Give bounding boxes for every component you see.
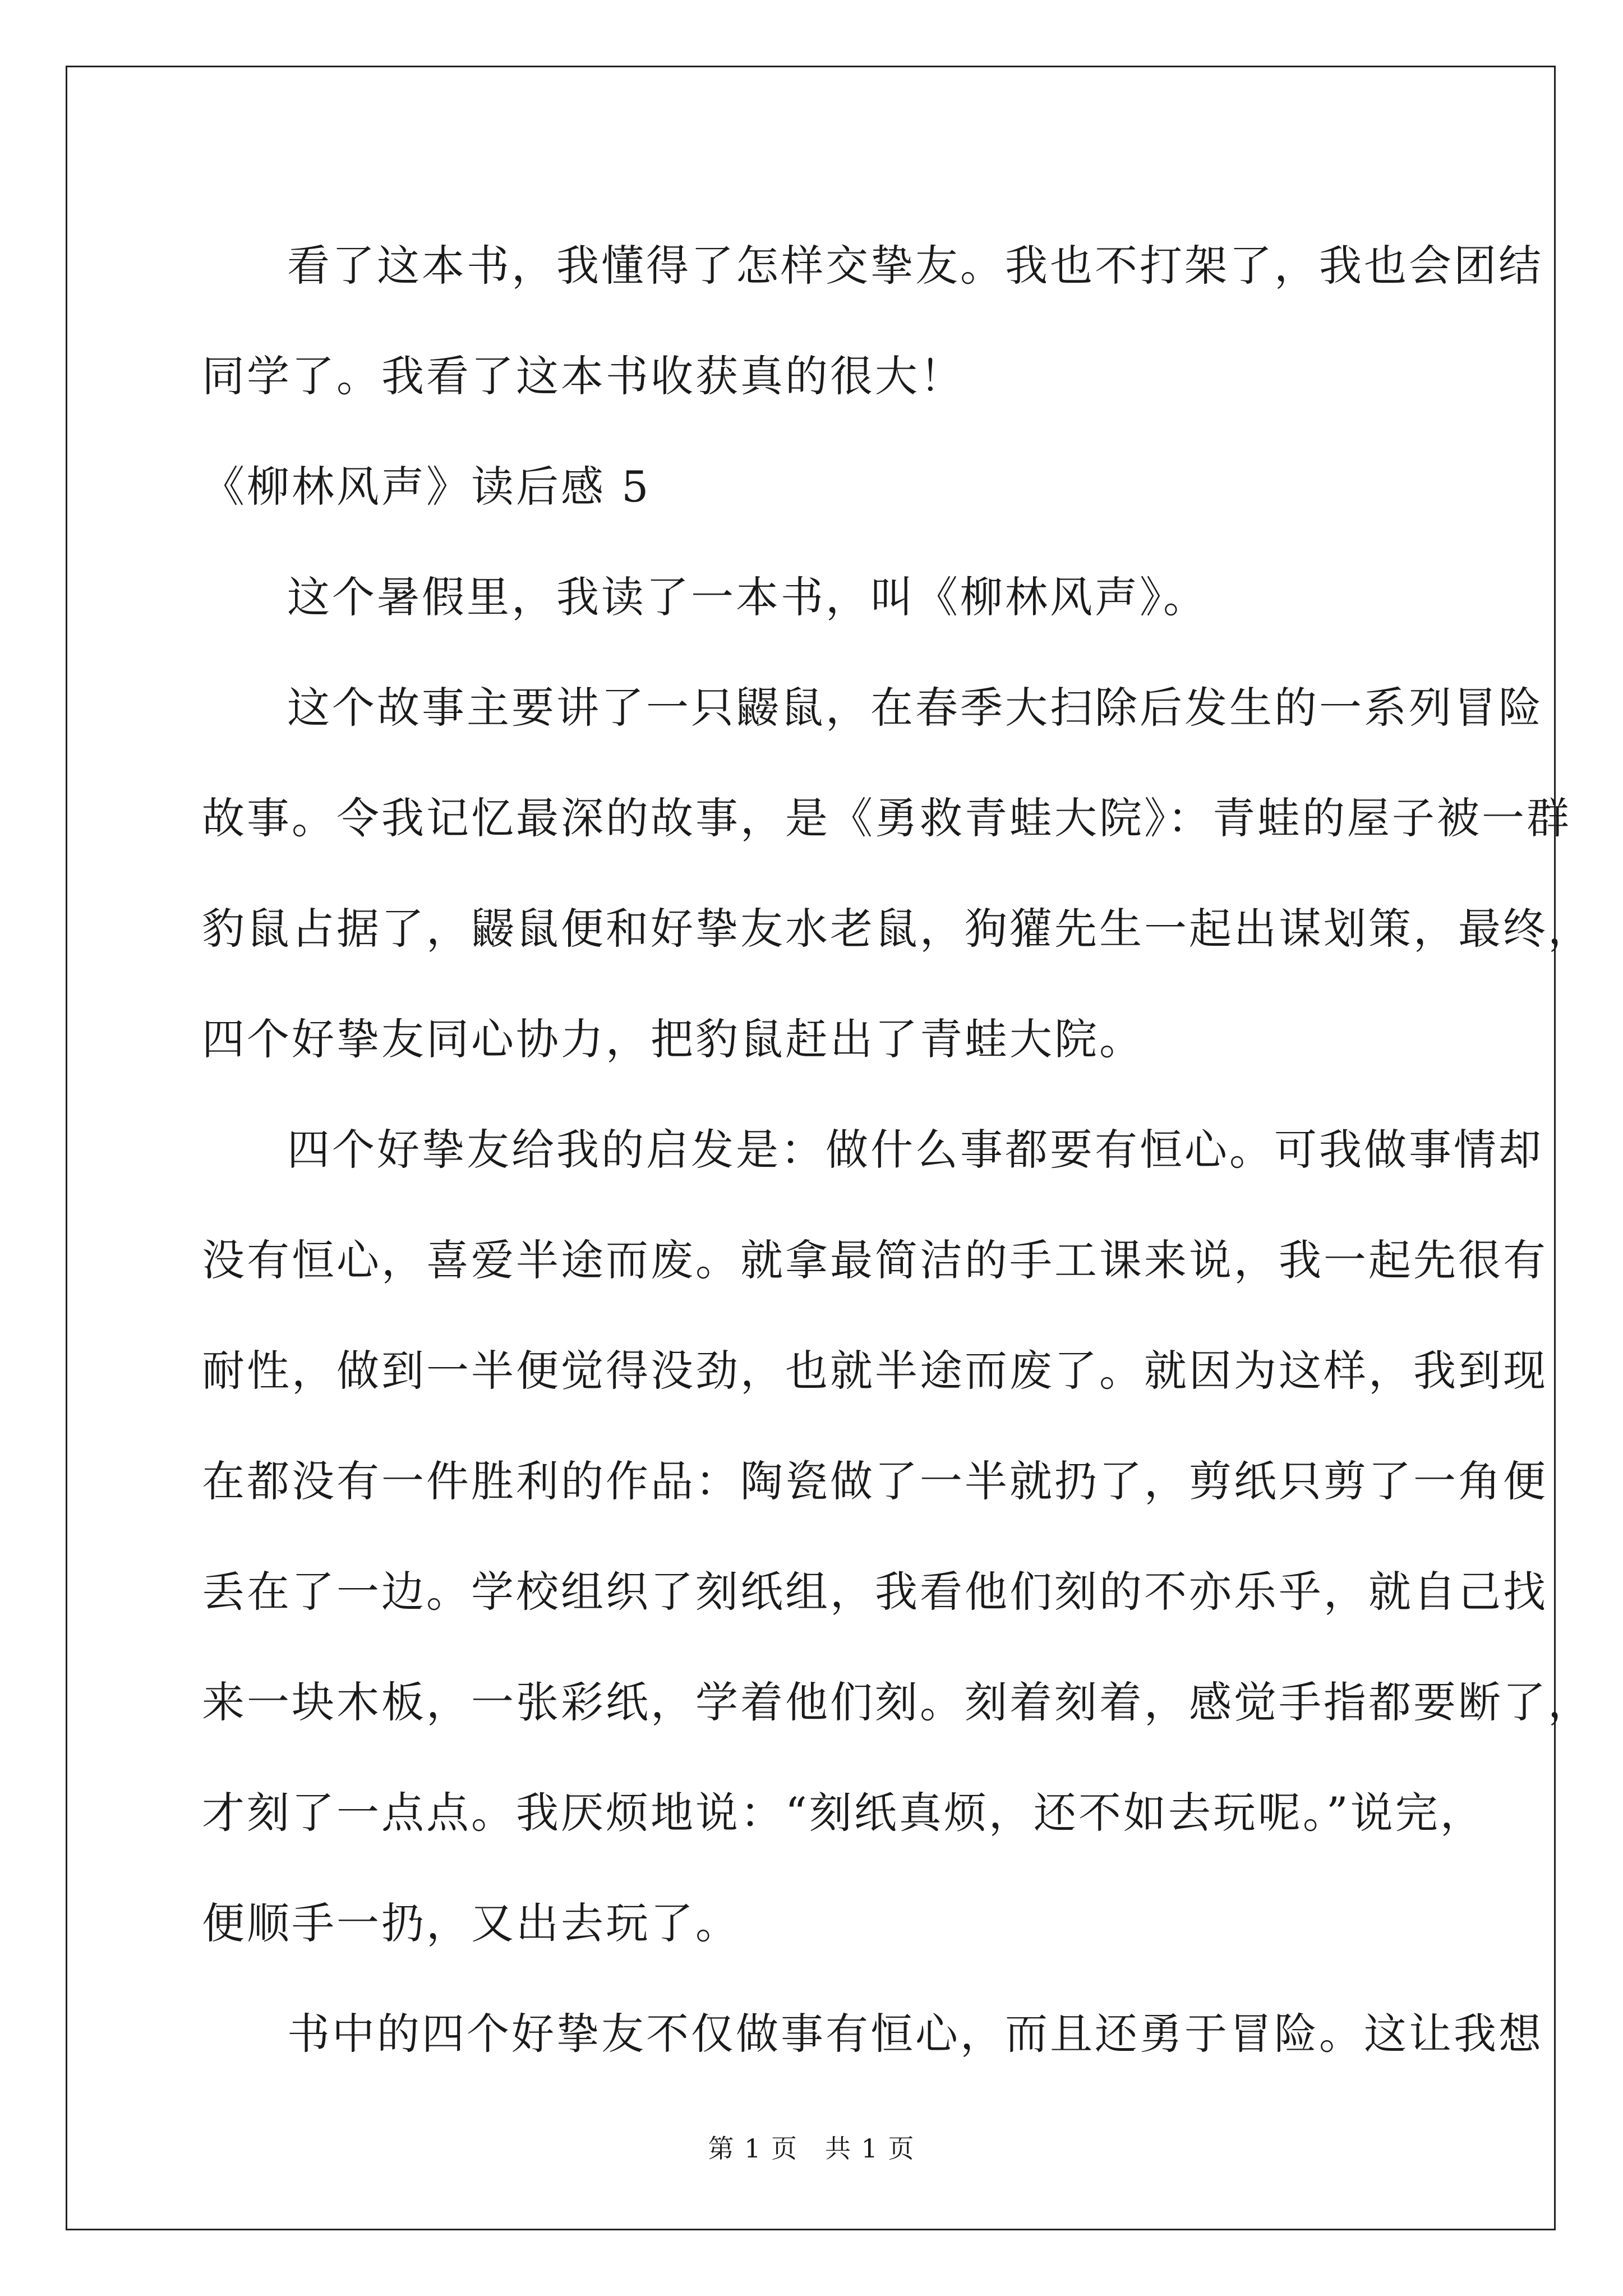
text-line: 书中的四个好挚友不仅做事有恒心，而且还勇于冒险。这让我想 <box>287 2009 1543 2059</box>
text-line: 没有恒心，喜爱半途而废。就拿最简洁的手工课来说，我一起先很有 <box>202 1235 1548 1285</box>
text-line: 故事。令我记忆最深的故事，是《勇救青蛙大院》：青蛙的屋子被一群 <box>202 793 1571 843</box>
text-line: 四个好挚友同心协力，把豹鼠赶出了青蛙大院。 <box>202 1014 1144 1064</box>
text-line: 在都没有一件胜利的作品：陶瓷做了一半就扔了，剪纸只剪了一角便 <box>202 1456 1548 1506</box>
text-line: 才刻了一点点。我厌烦地说：“刻纸真烦，还不如去玩呢。”说完， <box>202 1788 1485 1838</box>
text-line: 同学了。我看了这本书收获真的很大！ <box>202 351 965 401</box>
text-line: 便顺手一扔，又出去玩了。 <box>202 1898 740 1948</box>
text-line: 看了这本书，我懂得了怎样交挚友。我也不打架了，我也会团结 <box>287 241 1543 291</box>
section-title <box>202 431 1441 542</box>
text-line: 《柳林风声》读后感 5 <box>202 462 651 512</box>
paragraph <box>202 652 1593 1094</box>
document-body <box>202 210 1593 2089</box>
text-line: 这个故事主要讲了一只鼹鼠，在春季大扫除后发生的一系列冒险 <box>287 683 1543 733</box>
text-line: 豹鼠占据了，鼹鼠便和好挚友水老鼠，狗獾先生一起出谋划策，最终， <box>202 904 1593 954</box>
text-line: 来一块木板，一张彩纸，学着他们刻。刻着刻着，感觉手指都要断了， <box>202 1677 1593 1727</box>
paragraph <box>202 210 1543 431</box>
paragraph <box>202 1094 1593 1978</box>
text-line: 丢在了一边。学校组织了刻纸组，我看他们刻的不亦乐乎，就自己找 <box>202 1567 1548 1617</box>
text-line: 这个暑假里，我读了一本书，叫《柳林风声》。 <box>287 572 1208 622</box>
paragraph <box>202 542 1441 652</box>
text-line: 耐性，做到一半便觉得没劲，也就半途而废了。就因为这样，我到现 <box>202 1346 1548 1396</box>
page-footer: 第 1 页 共 1 页 <box>708 2133 915 2164</box>
text-line: 四个好挚友给我的启发是：做什么事都要有恒心。可我做事情却 <box>287 1125 1543 1175</box>
paragraph <box>202 1978 1543 2089</box>
